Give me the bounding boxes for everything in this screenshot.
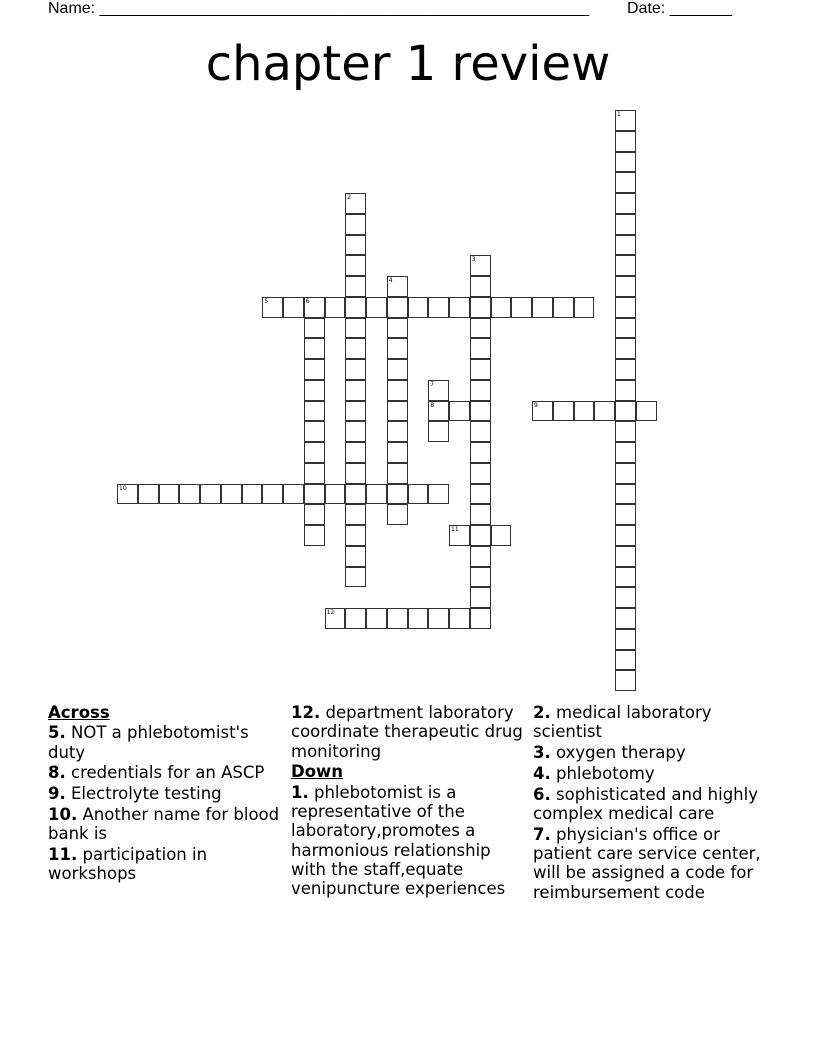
crossword-cell[interactable] xyxy=(408,484,429,505)
crossword-cell[interactable] xyxy=(138,484,159,505)
crossword-cell[interactable] xyxy=(615,587,636,608)
crossword-cell[interactable] xyxy=(428,297,449,318)
crossword-cell[interactable] xyxy=(636,401,657,422)
clue-number-label: 5 xyxy=(264,297,269,305)
crossword-cell[interactable] xyxy=(470,608,491,629)
crossword-cell[interactable] xyxy=(615,152,636,173)
crossword-cell[interactable] xyxy=(428,380,449,401)
crossword-cell[interactable] xyxy=(449,608,470,629)
crossword-cell[interactable] xyxy=(304,380,325,401)
crossword-cell[interactable] xyxy=(428,484,449,505)
crossword-cell[interactable] xyxy=(242,484,263,505)
crossword-cell[interactable] xyxy=(387,463,408,484)
crossword-cell[interactable] xyxy=(594,401,615,422)
crossword-cell[interactable] xyxy=(304,338,325,359)
crossword-cell[interactable] xyxy=(511,297,532,318)
crossword-cell[interactable] xyxy=(345,235,366,256)
crossword-cell[interactable] xyxy=(615,380,636,401)
crossword-cell[interactable] xyxy=(366,484,387,505)
crossword-cell[interactable] xyxy=(345,525,366,546)
crossword-cell[interactable] xyxy=(345,484,366,505)
crossword-cell[interactable] xyxy=(470,442,491,463)
crossword-cell[interactable] xyxy=(615,110,636,131)
clue-down-6: 6. sophisticated and highly complex medical care xyxy=(533,784,758,823)
crossword-cell[interactable] xyxy=(615,421,636,442)
clue-across-10: 10. Another name for blood bank is xyxy=(48,804,280,844)
clue-number-label: 3 xyxy=(471,256,476,264)
crossword-cell[interactable] xyxy=(387,318,408,339)
clue-across-11: 11. participation in workshops xyxy=(48,845,208,884)
clue-number-label: 2 xyxy=(347,194,352,201)
crossword-cell[interactable] xyxy=(345,297,366,318)
crossword-cell[interactable] xyxy=(615,172,636,193)
crossword-cell[interactable] xyxy=(366,297,387,318)
clue-number-label: 4 xyxy=(388,277,393,284)
crossword-cell[interactable] xyxy=(470,401,491,422)
crossword-cell[interactable] xyxy=(345,421,366,442)
clue-across-12: 12. department laboratory coordinate therapeutic drug monitoring xyxy=(291,703,523,761)
clue-across-8: 8. credentials for an ASCP xyxy=(48,763,265,783)
crossword-cell[interactable] xyxy=(345,276,366,297)
crossword-cell[interactable] xyxy=(345,255,366,276)
crossword-cell[interactable] xyxy=(325,484,346,505)
crossword-cell[interactable] xyxy=(304,442,325,463)
crossword-cell[interactable] xyxy=(304,484,325,505)
crossword-cell[interactable] xyxy=(221,484,242,505)
crossword-cell[interactable] xyxy=(345,442,366,463)
crossword-cell[interactable] xyxy=(615,546,636,567)
crossword-cell[interactable] xyxy=(615,235,636,256)
crossword-cell[interactable] xyxy=(304,504,325,525)
clue-number-label: 7 xyxy=(430,380,435,388)
crossword-cell[interactable] xyxy=(532,401,553,422)
crossword-cell[interactable] xyxy=(262,484,283,505)
crossword-cell[interactable] xyxy=(387,380,408,401)
crossword-cell[interactable] xyxy=(304,525,325,546)
crossword-cell[interactable] xyxy=(304,463,325,484)
crossword-cell[interactable] xyxy=(449,401,470,422)
clue-number-label: 8 xyxy=(430,401,435,409)
crossword-cell[interactable] xyxy=(345,463,366,484)
crossword-cell[interactable] xyxy=(615,670,636,691)
crossword-cell[interactable] xyxy=(574,401,595,422)
crossword-cell[interactable] xyxy=(615,338,636,359)
crossword-cell[interactable] xyxy=(387,338,408,359)
crossword-cell[interactable] xyxy=(345,608,366,629)
clue-down-7: 7. physician's office or patient care service center, will be assigned a code for reimbursement code xyxy=(533,824,761,902)
crossword-cell[interactable] xyxy=(428,401,449,422)
crossword-cell[interactable] xyxy=(428,608,449,629)
crossword-cell[interactable] xyxy=(470,276,491,297)
crossword-cell[interactable] xyxy=(387,421,408,442)
crossword-cell[interactable] xyxy=(304,318,325,339)
date-field[interactable]: Date: _______ xyxy=(627,0,732,17)
crossword-cell[interactable] xyxy=(345,567,366,588)
crossword-cell[interactable] xyxy=(304,401,325,422)
crossword-cell[interactable] xyxy=(408,297,429,318)
crossword-cell[interactable] xyxy=(615,504,636,525)
crossword-cell[interactable] xyxy=(449,297,470,318)
crossword-cell[interactable] xyxy=(470,587,491,608)
clues-column-1 xyxy=(48,703,288,885)
crossword-cell[interactable] xyxy=(615,525,636,546)
crossword-cell[interactable] xyxy=(304,297,325,318)
crossword-cell[interactable] xyxy=(159,484,180,505)
crossword-cell[interactable] xyxy=(615,629,636,650)
crossword-cell[interactable] xyxy=(470,525,491,546)
clues-column-3 xyxy=(533,703,763,903)
crossword-cell[interactable] xyxy=(470,318,491,339)
crossword-cell[interactable] xyxy=(345,380,366,401)
crossword-cell[interactable] xyxy=(615,276,636,297)
crossword-cell[interactable] xyxy=(366,608,387,629)
crossword-cell[interactable] xyxy=(449,525,470,546)
crossword-cell[interactable] xyxy=(283,297,304,318)
crossword-cell[interactable] xyxy=(615,131,636,152)
crossword-cell[interactable] xyxy=(345,214,366,235)
crossword-cell[interactable] xyxy=(345,318,366,339)
crossword-cell[interactable] xyxy=(615,484,636,505)
crossword-cell[interactable] xyxy=(117,484,138,505)
crossword-cell[interactable] xyxy=(615,463,636,484)
crossword-cell[interactable] xyxy=(345,193,366,214)
crossword-cell[interactable] xyxy=(387,359,408,380)
clue-down-2: 2. medical laboratory scientist xyxy=(533,703,712,742)
crossword-cell[interactable] xyxy=(345,359,366,380)
crossword-cell[interactable] xyxy=(615,297,636,318)
crossword-cell[interactable] xyxy=(345,546,366,567)
crossword-cell[interactable] xyxy=(491,297,512,318)
crossword-cell[interactable] xyxy=(615,255,636,276)
crossword-cell[interactable] xyxy=(345,401,366,422)
crossword-cell[interactable] xyxy=(387,401,408,422)
crossword-cell[interactable] xyxy=(283,484,304,505)
crossword-cell[interactable] xyxy=(491,525,512,546)
clue-number-label: 10 xyxy=(119,484,127,492)
crossword-cell[interactable] xyxy=(615,650,636,671)
clue-across-9: 9. Electrolyte testing xyxy=(48,784,222,804)
crossword-cell[interactable] xyxy=(304,421,325,442)
crossword-cell[interactable] xyxy=(262,297,283,318)
crossword-cell[interactable] xyxy=(470,484,491,505)
crossword-cell[interactable] xyxy=(200,484,221,505)
clue-number-label: 9 xyxy=(534,401,538,409)
clue-across-5: 5. NOT a phlebotomist's duty xyxy=(48,723,249,762)
crossword-cell[interactable] xyxy=(615,442,636,463)
clue-number-label: 11 xyxy=(451,526,459,533)
crossword-cell[interactable] xyxy=(345,338,366,359)
crossword-cell[interactable] xyxy=(179,484,200,505)
clue-number-label: 1 xyxy=(617,111,621,118)
down-heading: Down xyxy=(291,762,344,782)
crossword-cell[interactable] xyxy=(470,380,491,401)
clue-down-4: 4. phlebotomy xyxy=(533,763,655,783)
clue-down-1: 1. phlebotomist is a representative of the laboratory,promotes a harmonious relationship with the staff,equate venipuncture experiences xyxy=(291,782,506,899)
crossword-cell[interactable] xyxy=(345,504,366,525)
crossword-cell[interactable] xyxy=(325,297,346,318)
crossword-cell[interactable] xyxy=(408,608,429,629)
crossword-cell[interactable] xyxy=(615,359,636,380)
crossword-cell[interactable] xyxy=(553,401,574,422)
crossword-cell[interactable] xyxy=(615,193,636,214)
crossword-cell[interactable] xyxy=(387,442,408,463)
crossword-cell[interactable] xyxy=(470,546,491,567)
crossword-cell[interactable] xyxy=(387,608,408,629)
crossword-cell[interactable] xyxy=(470,504,491,525)
page-title: chapter 1 review xyxy=(205,36,611,92)
crossword-cell[interactable] xyxy=(470,255,491,276)
crossword-cell[interactable] xyxy=(532,297,553,318)
crossword-cell[interactable] xyxy=(615,608,636,629)
clue-number-label: 12 xyxy=(326,609,335,616)
crossword-cell[interactable] xyxy=(428,421,449,442)
crossword-cell[interactable] xyxy=(470,421,491,442)
crossword-cell[interactable] xyxy=(470,567,491,588)
crossword-cell[interactable] xyxy=(470,463,491,484)
crossword-cell[interactable] xyxy=(470,359,491,380)
crossword-cell[interactable] xyxy=(615,567,636,588)
crossword-cell[interactable] xyxy=(615,318,636,339)
across-heading: Across xyxy=(48,703,110,722)
crossword-cell[interactable] xyxy=(387,484,408,505)
crossword-cell[interactable] xyxy=(615,214,636,235)
crossword-cell[interactable] xyxy=(325,608,346,629)
crossword-cell[interactable] xyxy=(387,504,408,525)
crossword-cell[interactable] xyxy=(387,276,408,297)
crossword-cell[interactable] xyxy=(553,297,574,318)
crossword-cell[interactable] xyxy=(387,297,408,318)
crossword-cell[interactable] xyxy=(470,338,491,359)
crossword-cell[interactable] xyxy=(304,359,325,380)
name-field[interactable]: Name: _______________________________________________________ xyxy=(48,0,589,17)
crossword-cell[interactable] xyxy=(574,297,595,318)
crossword-cell[interactable] xyxy=(470,297,491,318)
crossword-cell[interactable] xyxy=(615,401,636,422)
clues-column-2 xyxy=(291,703,523,900)
clue-down-3: 3. oxygen therapy xyxy=(533,743,686,763)
clue-number-label: 6 xyxy=(305,297,310,305)
